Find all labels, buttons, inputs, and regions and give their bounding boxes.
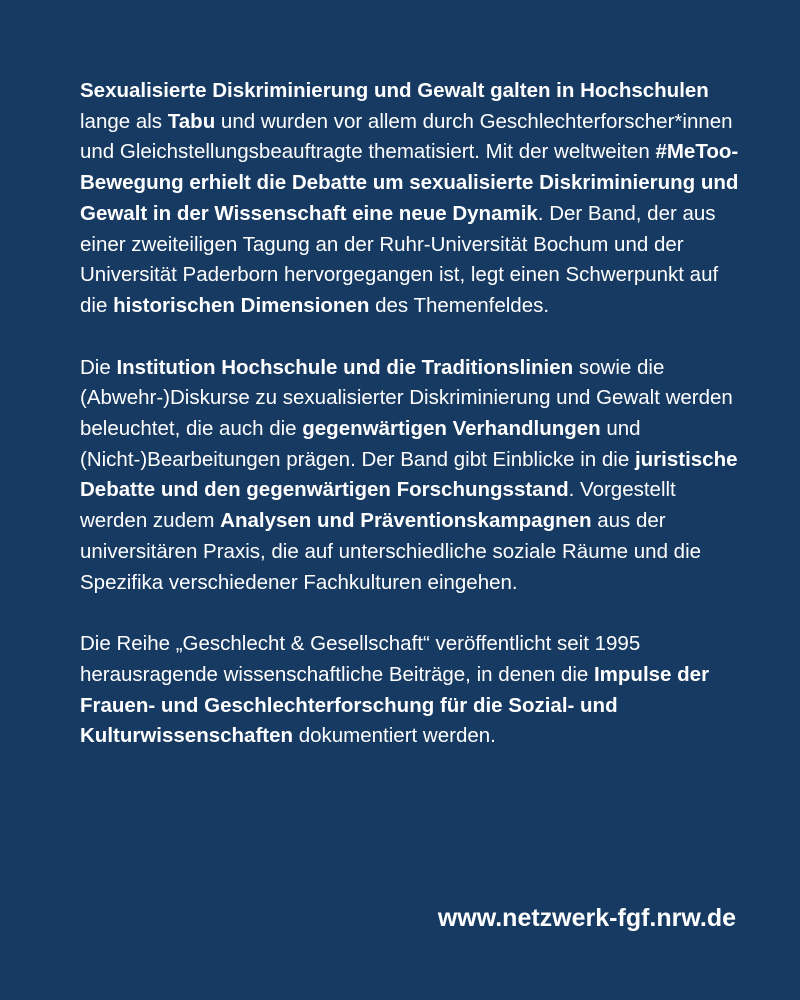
text-span: Sexualisierte Diskriminierung und Gewalt galten in Hochschulen (80, 79, 709, 102)
paragraph-3 (80, 629, 740, 752)
text-span: dokumentiert werden. (293, 724, 496, 748)
text-span: gegenwärtigen Verhandlungen (302, 417, 601, 441)
text-span: Tabu (167, 109, 216, 133)
text-span: . Der Band, der aus einer zweiteiligen Tagung an der Ruhr-Universität Bochum und der Universität Paderborn hervorgegangen ist, legt einen Schwerpunkt auf die (80, 201, 719, 317)
text-span: und wurden vor allem durch Geschlechterforscher*innen und Gleichstellungsbeauftragte thematisiert. Mit der weltweiten (80, 109, 733, 164)
text-span: #MeToo-Bewegung erhielt die Debatte um sexualisierte Diskriminierung und Gewalt in der Wissenschaft eine neue Dynamik (80, 140, 739, 225)
website-url: www.netzwerk-fgf.nrw.de (437, 904, 736, 932)
text-span: und (Nicht-)Bearbeitungen prägen. Der Band gibt Einblicke in die (80, 417, 641, 471)
paragraph-2 (80, 353, 740, 599)
text-span: historischen Dimensionen (113, 293, 370, 317)
text-span: sowie die (Abwehr-)Diskurse zu sexualisierter Diskriminierung und Gewalt werden beleuchtet, die auch die (80, 355, 733, 441)
text-span: juristische Debatte und den gegenwärtigen Forschungsstand (80, 447, 738, 502)
text-span: lange als (80, 109, 168, 133)
text-span: Impulse der Frauen- und Geschlechterforschung für die Sozial- und Kulturwissenschaften (80, 662, 710, 748)
text-span: Die (80, 355, 117, 379)
text-span: Institution Hochschule und die Traditionslinien (116, 355, 574, 379)
paragraph-1 (80, 76, 740, 322)
text-span: Analysen und Präventionskampagnen (220, 509, 592, 533)
text-span: Die Reihe „Geschlecht & Gesellschaft“ veröffentlicht seit 1995 herausragende wissenschaftliche Beiträge, in denen die (80, 632, 641, 686)
text-span: aus der universitären Praxis, die auf unterschiedliche soziale Räume und die Spezifika verschiedener Fachkulturen eingehen. (80, 509, 702, 594)
text-span: des Themenfeldes. (369, 293, 550, 317)
blurb-text (80, 76, 740, 783)
text-span: . Vorgestellt werden zudem (80, 478, 676, 533)
